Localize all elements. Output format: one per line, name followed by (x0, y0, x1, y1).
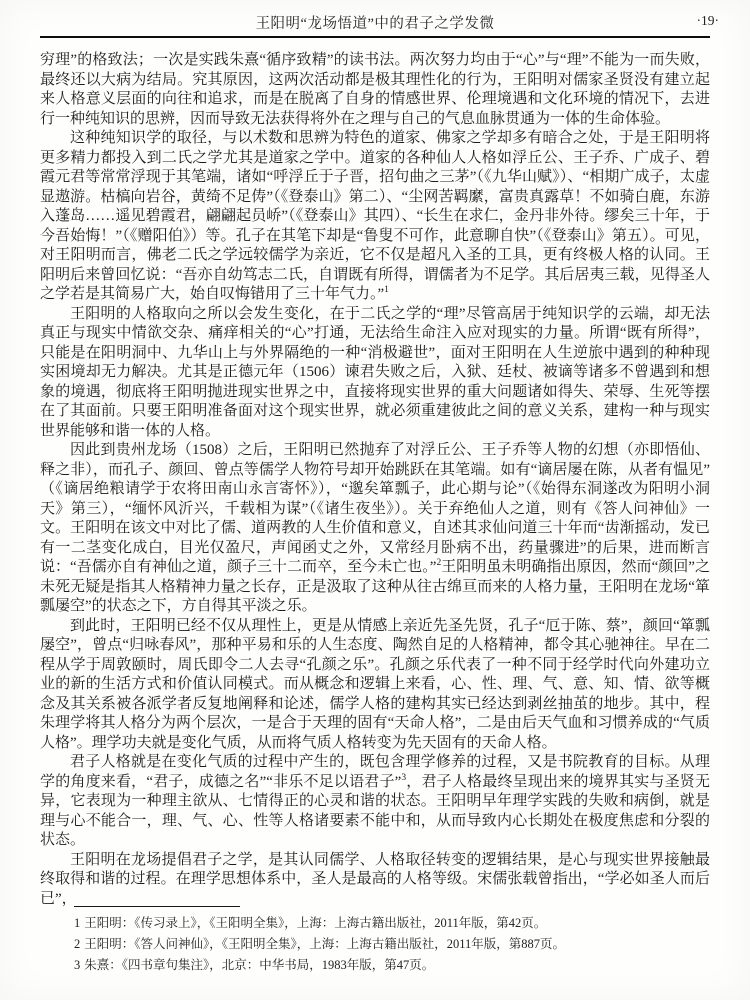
header-divider (40, 36, 710, 38)
footnote-divider (74, 906, 240, 907)
paragraph: 君子人格就是在变化气质的过程中产生的，既包含理学修养的过程，又是书院教育的目标。从理学的角度来看，“君子，成德之名”“非乐不足以语君子”$^3$，君子人格最终呈现出来的境界其实与圣贤无异，它表现为一种理主欲从、七情得正的心灵和谐的状态。王阳明早年理学实践的失败和病倒，就是理与心不能合一，理、气、心、性等人格诸要素不能中和，从而导致内心长期处在极度焦虑和分裂的状态。 (40, 754, 710, 848)
footnote-marker: 1 (384, 285, 389, 295)
footnote-marker: 3 (401, 772, 407, 783)
article-body (40, 51, 710, 909)
paragraph: 因此到贵州龙场（1508）之后，王阳明已然抛弃了对浮丘公、王子乔等人物的幻想（亦即悟仙、释之非），而孔子、颜回、曾点等儒学人物符号却开始跳跃在其笔端。如有“谪居屡在陈，从者有愠见”（《谪居绝粮请学于农将田南山永言寄怀》），“邈矣箪瓢子，此心期与论”（《始得东洞遂改为阳明小洞天》第三），“缅怀风沂兴，千载相为谋”（《诸生夜坐》）。关于弃绝仙人之道，则有《答人问神仙》一文。王阳明在该文中对比了儒、道两教的人生价值和意义，自述其求仙问道三十年而“齿渐摇动，发已有一二茎变化成白，目光仅盈尺，声闻函丈之外，又常经月卧病不出，药量骤进”的后果，进而断言说：“吾儒亦自有神仙之道，颜子三十二而卒，至今未亡也。”$^2$王阳明虽未明确指出原因，然而“颜回”之未死无疑是指其人格精神力量之长存，正是汲取了这种从往古绵亘而来的人格力量，王阳明在龙场“箪瓢屡空”的状态之下，方自得其平淡之乐。 (40, 442, 710, 614)
footnote-marker: 2 (436, 558, 442, 568)
footnotes-section (74, 906, 706, 975)
footnote-number: 2 (74, 936, 81, 951)
footnote-number: 3 (74, 957, 81, 972)
footnote: 1 王阳明：《传习录上》，《王阳明全集》，上海：上海古籍出版社，2011年版，第42页。 (74, 916, 547, 930)
paragraph: 穷理”的格致法；一次是实践朱熹“循序致精”的读书法。两次努力均由于“心”与“理”不能为一而失败，最终还以大病为结局。究其原因，这两次活动都是极其理性化的行为，王阳明对儒家圣贤没有建立起来人格意义层面的向往和追求，而是在脱离了自身的情感世界、伦理境遇和文化环境的情况下，去进行一种纯知识的思辨，因而导致无法获得将外在之理与自己的气息血脉贯通为一体的生命体验。 (40, 52, 710, 127)
page-number: ·19· (696, 13, 719, 28)
footnote-number: 1 (74, 916, 81, 930)
paragraph: 这种纯知识学的取径，与以术数和思辨为特色的道家、佛家之学却多有暗合之处，于是王阳明将更多精力都投入到二氏之学尤其是道家之学中。道家的各种仙人人格如浮丘公、王子乔、广成子、碧霞元君等常常浮现于其笔端，诸如“呼浮丘于子晋，招句曲之三茅”（《九华山赋》）、“相期广成子，太虚显遨游。枯槁向岩谷，黄绮不足俦”（《登泰山》第二）、“尘网苦羁縻，富贵真露草！不如骑白鹿，东游入蓬岛……遥见碧霞君，翩翩起员峤”（《登泰山》其四）、“长生在求仁，金丹非外待。缪矣三十年，于今吾始悔！”（《赠阳伯》）等。孔子在其笔下却是“鲁叟不可作，此意聊自快”（《登泰山》第五）。可见，对王阳明而言，佛老二氏之学远较儒学为亲近，它不仅是超凡入圣的工具，更有终极人格的认同。王阳明后来曾回忆说：“吾亦自幼笃志二氏，自谓既有所得，谓儒者为不足学。其后居夷三载，见得圣人之学若是其简易广大，始自叹悔错用了三十年气力。”$^1$ (40, 130, 710, 302)
footnote-list (74, 913, 706, 975)
paragraph: 王阳明在龙场提倡君子之学，是其认同儒学、人格取径转变的逻辑结果，是心与现实世界接触最终取得和谐的过程。在理学思想体系中，圣人是最高的人格等级。宋儒张载曾指出，“学必如圣人而后已”， (40, 851, 710, 907)
footnote: 3 朱熹：《四书章句集注》，北京：中华书局，1983年版，第47页。 (74, 957, 435, 972)
running-title: 王阳明“龙场悟道”中的君子之学发微 (255, 16, 495, 32)
paragraph: 王阳明的人格取向之所以会发生变化，在于二氏之学的“理”尽管高居于纯知识学的云端，却无法真正与现实中情欲交杂、痛痒相关的“心”打通，无法给生命注入应对现实的力量。所谓“既有所得”，只能是在阳明洞中、九华山上与外界隔绝的一种“消极避世”，面对王阳明在人生逆旅中遇到的种种现实困境却无力解决。尤其是正德元年（1506）谏君失败之后，入狱、廷杖、被谪等诸多不曾遇到和想象的境遇，彻底将王阳明抛进现实世界之中，直接将现实世界的重大问题诸如得失、荣辱、生死等摆在了其面前。只要王阳明准备面对这个现实世界，就必须重建彼此之间的意义关系，建构一种与现实世界能够和谐一体的人格。 (40, 305, 710, 439)
paragraph: 到此时，王阳明已经不仅从理性上，更是从情感上亲近先圣先贤，孔子“厄于陈、蔡”，颜回“箪瓢屡空”，曾点“归咏春风”，那种平易和乐的人生态度、陶然自足的人格精神，都令其心驰神往。早在二程从学于周敦颐时，周氏即令二人去寻“孔颜之乐”。孔颜之乐代表了一种不同于经学时代向外建功立业的新的生活方式和价值认同模式。而从概念和逻辑上来看，心、性、理、气、意、知、情、欲等概念及其关系被各派学者反复地阐释和论述，儒学人格的建构其实已经达到剥丝抽茧的地步。其中，程朱理学将其人格分为两个层次，一是合于天理的固有“天命人格”，二是由后天气血和习惯养成的“气质人格”。理学功夫就是变化气质，从而将气质人格转变为先天固有的天命人格。 (40, 617, 710, 751)
footnote: 2 王阳明：《答人问神仙》，《王阳明全集》，上海：上海古籍出版社，2011年版，第887页。 (74, 936, 566, 951)
